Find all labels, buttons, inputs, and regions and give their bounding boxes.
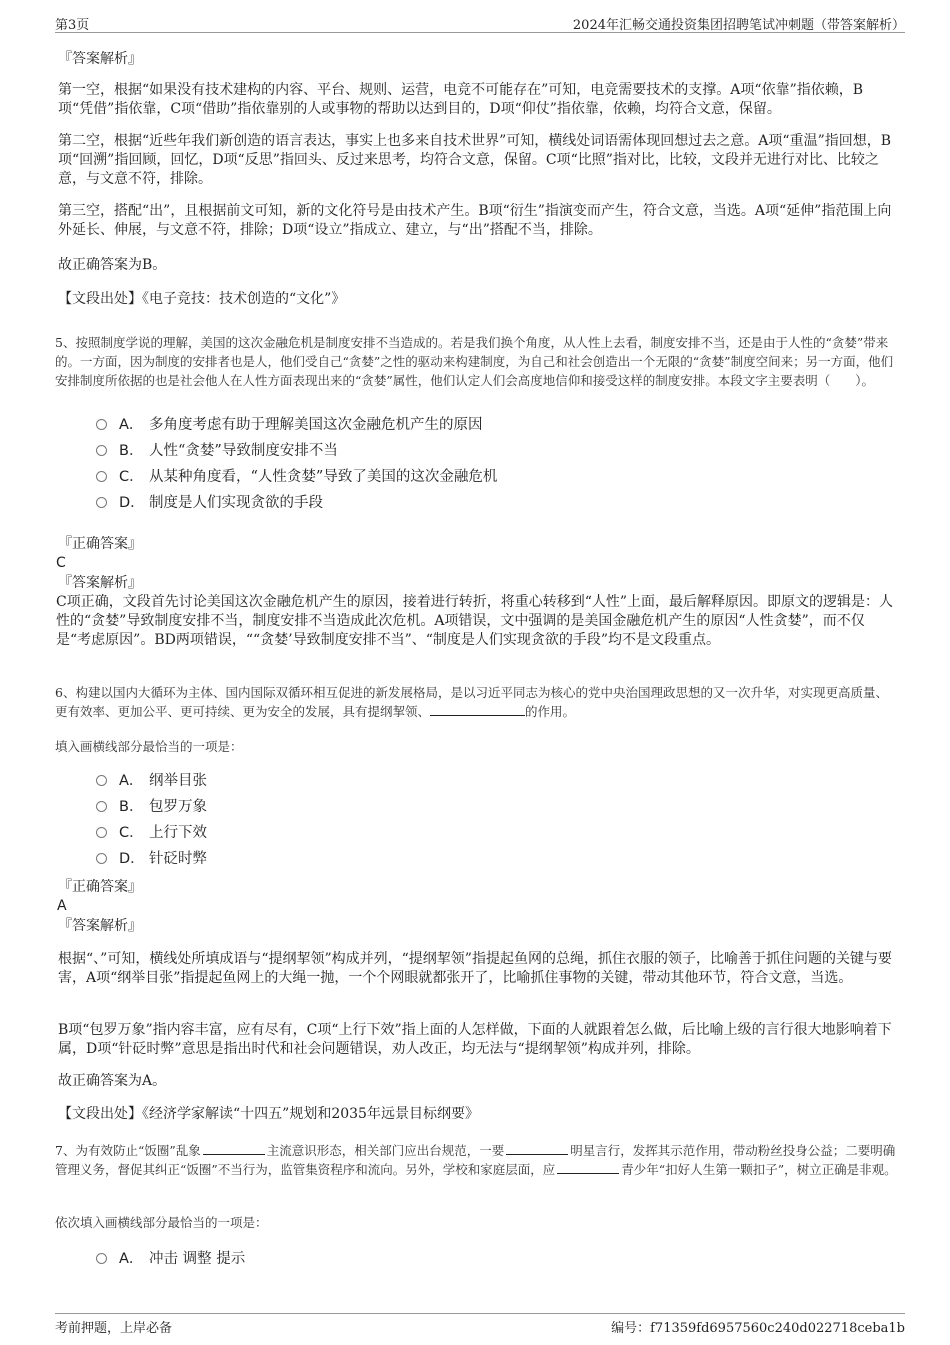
radio-button[interactable] [96,419,107,430]
answer-blank [506,1142,568,1155]
q5-stem: 5、按照制度学说的理解，美国的这次金融危机是制度安排不当造成的。若是我们换个角度，从人性上去看，制度安排不当，还是由于人性的“贪婪”带来的。一方面，因为制度的安排者也是人，他们受自己“贪婪”之性的驱动来构建制度，为自己和社会创造出一个无限的“贪婪”制度空间来；另一方面，他们安排制度所依据的也是社会他人在人性方面表现出来的“贪婪”属性，他们认定人们会高度地信仰和接受这样的制度安排。本段文字主要表明（ ）。 [55,335,894,388]
q5-analysis: C项正确，文段首先讨论美国这次金融危机产生的原因，接着进行转折，将重心转移到“人性”上面，最后解释原因。即原文的逻辑是：人性的“贪婪”导致制度安排不当，制度安排不当造成此次危机。A项错误，文中强调的是美国金融危机产生的原因“人性贪婪”，而不仅是“考虑原因”。BD两项错误，““贪婪’导致制度安排不当”、“制度是人们实现贪欲的手段”均不是文段重点。 [56,594,894,648]
q5-option-c[interactable]: C． 从某种角度看，“人性贪婪”导致了美国的这次金融危机 [96,466,497,488]
q6-source: 【文段出处】《经济学家解读“十四五”规划和2035年远景目标纲要》 [58,1106,479,1122]
q6-option-b[interactable]: B． 包罗万象 [96,796,207,818]
radio-button[interactable] [96,775,107,786]
q4-source: 【文段出处】《电子竞技：技术创造的“文化”》 [58,291,346,307]
q5-correct-label: 『正确答案』 [58,536,142,552]
radio-button[interactable] [96,853,107,864]
radio-button[interactable] [96,1253,107,1264]
q6-analysis-label: 『答案解析』 [58,918,142,934]
answer-blank [203,1142,265,1155]
q4-analysis-label: 『答案解析』 [58,51,142,67]
q4-analysis-para2: 第二空，根据“近些年我们新创造的语言表达，事实上也多来自技术世界”可知，横线处词语需体现回想过去之意。A项“重温”指回想，B项“回溯”指回顾，回忆，D项“反思”指回头、反过来思考，均符合文意，保留。C项“比照”指对比，比较，文段并无进行对比、比较之意，与文意不符，排除。 [58,133,892,187]
radio-button[interactable] [96,471,107,482]
q6-stem: 6、构建以国内大循环为主体、国内国际双循环相互促进的新发展格局，是以习近平同志为核心的党中央治国理政思想的又一次升华，对实现更高质量、更有效率、更加公平、更可持续、更为安全的发展，具有提纲挈领、 的作用。 [55,685,888,719]
radio-button[interactable] [96,497,107,508]
radio-button[interactable] [96,801,107,812]
q6-option-a[interactable]: A． 纲举目张 [96,770,207,792]
radio-button[interactable] [96,445,107,456]
q5-correct-answer: C [56,555,66,571]
page-header [55,12,905,33]
q5-option-d[interactable]: D． 制度是人们实现贪欲的手段 [96,492,323,514]
page-number: 第3页 [55,18,90,33]
q4-analysis-para3: 第三空，搭配“出”，且根据前文可知，新的文化符号是由技术产生。B项“衍生”指演变而产生，符合文意，当选。A项“延伸”指范围上向外延长、伸展，与文意不符，排除；D项“设立”指成立、建立，与“出”搭配不当，排除。 [58,203,892,238]
q5-analysis-label: 『答案解析』 [58,575,142,591]
footer-slogan: 考前押题，上岸必备 [55,1321,173,1336]
answer-blank [430,703,525,716]
q5-option-b[interactable]: B． 人性“贪婪”导致制度安排不当 [96,440,338,462]
q6-analysis-para1: 根据“、”可知，横线处所填成语与“提纲挈领”构成并列，“提纲挈领”指提起鱼网的总绳，抓住衣服的领子，比喻善于抓住问题的关键与要害，A项“纲举目张”指提起鱼网上的大绳一抛，一个个网眼就都张开了，比喻抓住事物的关键，带动其他环节，符合文意，当选。 [58,951,892,986]
q4-analysis-para1: 第一空，根据“如果没有技术建构的内容、平台、规则、运营，电竞不可能存在”可知，电竞需要技术的支撑。A项“依靠”指依赖，B项“凭借”指依靠，C项“借助”指依靠别的人或事物的帮助以达到目的，D项“仰仗”指依靠，依赖，均符合文意，保留。 [58,82,864,117]
q6-analysis-para2: B项“包罗万象”指内容丰富，应有尽有，C项“上行下效”指上面的人怎样做，下面的人就跟着怎么做，后比喻上级的言行很大地影响着下属，D项“针砭时弊”意思是指出时代和社会问题错误，劝人改正，均无法与“提纲挈领”构成并列，排除。 [58,1022,892,1057]
q7-prompt: 依次填入画横线部分最恰当的一项是： [55,1215,268,1230]
answer-blank [557,1161,619,1174]
q6-correct-label: 『正确答案』 [58,879,142,895]
q7-option-a[interactable]: A． 冲击 调整 提示 [96,1248,245,1270]
q5-option-a[interactable]: A． 多角度考虑有助于理解美国这次金融危机产生的原因 [96,414,483,436]
document-title: 2024年汇畅交通投资集团招聘笔试冲刺题（带答案解析） [572,18,905,33]
q4-conclusion: 故正确答案为B。 [58,257,167,273]
page-footer [55,1313,905,1336]
q7-stem: 7、为有效防止“饭圈”乱象 主流意识形态，相关部门应出台规范，一要 明星言行，发挥其示范作用，带动粉丝投身公益；二要明确管理义务，督促其纠正“饭圈”不当行为，监管集资程序和流向。另外，学校和家庭层面，应 青少年“扣好人生第一颗扣子”，树立正确是非观。 [55,1143,897,1177]
q6-conclusion: 故正确答案为A。 [58,1073,167,1089]
q6-option-d[interactable]: D． 针砭时弊 [96,848,207,870]
q6-prompt: 填入画横线部分最恰当的一项是： [55,739,243,754]
q6-correct-answer: A [57,898,67,914]
q6-option-c[interactable]: C． 上行下效 [96,822,207,844]
radio-button[interactable] [96,827,107,838]
document-code: 编号：f71359fd6957560c240d022718ceba1b [611,1321,905,1336]
